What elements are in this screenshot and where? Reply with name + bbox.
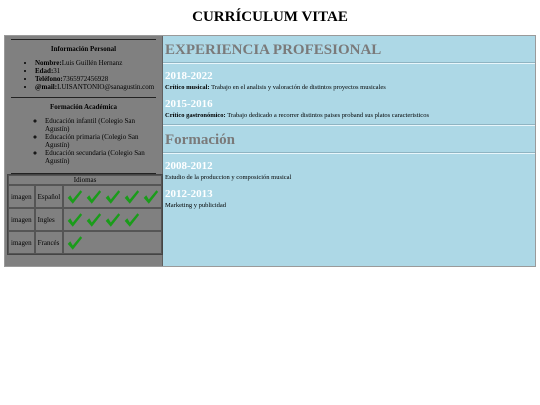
check-icon (142, 188, 159, 206)
check-icon (104, 188, 121, 206)
experience-role: Crítico gastronómico: (165, 112, 226, 119)
field-value: 7365972456928 (62, 75, 109, 83)
page-title: CURRÍCULUM VITAE (192, 9, 348, 25)
experience-period: 2015-2016 (165, 98, 213, 110)
check-icon (66, 211, 83, 229)
check-icon (66, 234, 83, 252)
main-content (163, 36, 535, 266)
table-row (8, 231, 162, 254)
language-name: Español (35, 185, 64, 208)
personal-info-list (7, 59, 160, 91)
sidebar (5, 36, 163, 266)
divider (163, 152, 535, 154)
language-image: imagen (8, 185, 35, 208)
check-group (66, 234, 159, 252)
check-icon (66, 188, 83, 206)
language-name: Ingles (35, 208, 64, 231)
language-image: imagen (8, 231, 35, 254)
languages-heading: Idiomas (8, 175, 162, 185)
education-period: 2012-2013 (165, 188, 213, 200)
check-icon (123, 188, 140, 206)
check-icon (85, 211, 102, 229)
field-label: Edad: (35, 67, 54, 75)
experience-entry (165, 112, 533, 120)
language-level (63, 185, 162, 208)
field-value: LUISANTONIO@sanagustin.com (57, 83, 155, 91)
list-item (35, 59, 160, 67)
language-image: imagen (8, 208, 35, 231)
table-row (8, 208, 162, 231)
experience-period: 2018-2022 (165, 70, 213, 82)
field-label: Nombre: (35, 59, 62, 67)
education-heading: Formación (165, 132, 235, 148)
list-item: ◦ Educación primaria (Colegio San Agustín) (45, 133, 160, 149)
languages-table (7, 174, 163, 255)
check-icon (104, 211, 121, 229)
list-item: ◦ Educación infantil (Colegio San Agustín) (45, 117, 160, 133)
divider (11, 39, 156, 40)
list-item (35, 83, 160, 91)
check-group (66, 211, 159, 229)
divider (163, 62, 535, 64)
field-label: Teléfono: (35, 75, 63, 83)
divider (11, 97, 156, 98)
experience-entry (165, 84, 533, 92)
check-icon (85, 188, 102, 206)
education-description: Estudio de la produccion y composición musical (165, 174, 292, 181)
field-value: Luis Guillén Hernanz (61, 59, 123, 67)
education-period: 2008-2012 (165, 160, 213, 172)
check-icon (123, 211, 140, 229)
list-item (35, 75, 160, 83)
field-value: 31 (53, 67, 61, 75)
personal-info-heading: Información Personal (50, 45, 117, 53)
table-row (8, 185, 162, 208)
experience-description: Trabajo en el analisis y valoración de distintos proyectos musicales (211, 84, 386, 91)
language-level (63, 208, 162, 231)
table-header-row (8, 175, 162, 185)
academic-heading: Formación Académica (49, 103, 118, 111)
experience-role: Crítico musical: (165, 84, 210, 91)
field-label: @mail: (35, 83, 58, 91)
list-item (35, 67, 160, 75)
education-description: Marketing y publicidad (165, 202, 227, 209)
experience-description: Trabajo dedicado a recorrer distintos paises proband sus platos caracteristicos (227, 112, 429, 119)
check-group (66, 188, 159, 206)
language-level (63, 231, 162, 254)
language-name: Francés (35, 231, 64, 254)
cv-layout (4, 35, 536, 267)
academic-list (7, 117, 160, 165)
list-item: ◦ Educación secundaria (Colegio San Agustín) (45, 149, 160, 165)
experience-heading: EXPERIENCIA PROFESIONAL (165, 42, 382, 58)
